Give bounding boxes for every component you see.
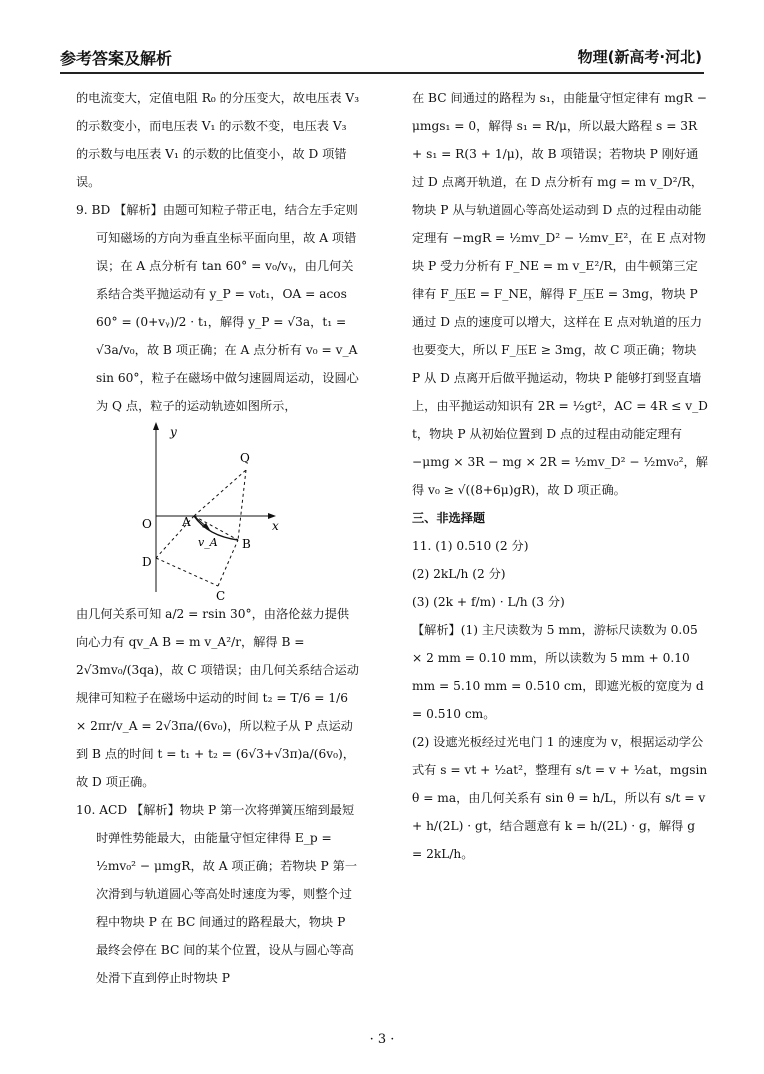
answer-11-part1: 11. (1) 0.510 (2 分)	[412, 539, 529, 553]
answer-9: 9. BD 【解析】由题可知粒子带正电，结合左手定则可知磁场的方向为垂直坐标平面向里，故 A 项错误；在 A 点分析有 tan 60° = v₀/vᵧ，由几何关系结合类平抛运动有 y_P = v₀t₁，OA = acos 60° = (0+vᵧ)/2 · t₁，解得 y_P = √3a，t₁ = √3a/v₀，故 B 项正确；在 A 点分析有 v₀ = v_A sin 60°，粒子在磁场中做匀速圆周运动，设圆心为 Q 点，粒子的运动轨迹如图所示，	[76, 203, 359, 413]
answer-11-part2: (2) 2kL/h (2 分)	[412, 567, 506, 581]
point-d-label: D	[142, 555, 152, 569]
point-q-label: Q	[240, 451, 250, 465]
header-right-title: 物理(新高考·河北)	[577, 48, 702, 66]
point-a-label: A	[182, 515, 191, 529]
answer-10-continued: 在 BC 间通过的路程为 s₁，由能量守恒定律有 mgR − μmgs₁ = 0，解得 s₁ = R/μ，所以最大路程 s = 3R + s₁ = R(3 + 1/μ)，故 B 项错误；若物块 P 刚好通过 D 点离开轨道，在 D 点分析有 mg = m v_D²/R，物块 P 从与轨道圆心等高处运动到 D 点的过程由动能定理有 −mgR = ½mv_D² − ½mv_E²，在 E 点对物块 P 受力分析有 F_NE = m v_E²/R，由牛顿第三定律有 F_压E = F_NE，解得 F_压E = 3mg，物块 P 通过 D 点的速度可以增大，这样在 E 点对轨道的压力也要变大，所以 F_压E ≥ 3mg，故 C 项正确；物块 P 从 D 点离开后做平抛运动，物块 P 能够打到竖直墙上，由平抛运动知识有 2R = ½gt²，AC = 4R ≤ v_D t，物块 P 从初始位置到 D 点的过程由动能定理有 −μmg × 3R − mg × 2R = ½mv_D² − ½mv₀²，解得 v₀ ≥ √((8+6μ)gR)，故 D 项正确。	[412, 91, 708, 497]
header-rule	[60, 72, 704, 74]
right-column	[412, 84, 708, 868]
origin-label: O	[142, 517, 152, 531]
answer-11-analysis-2: (2) 设遮光板经过光电门 1 的速度为 v，根据运动学公式有 s = vt + ½at²，整理有 s/t = v + ½at，mgsin θ = ma，由几何关系有 sin θ = h/L，所以有 s/t = v + h/(2L) · gt，结合题意有 k = h/(2L) · g，解得 g = 2kL/h。	[412, 735, 708, 861]
paragraph-continuation: 的电流变大，定值电阻 R₀ 的分压变大，故电压表 V₃ 的示数变小，而电压表 V₁ 的示数不变，电压表 V₃ 的示数与电压表 V₁ 的示数的比值变小，故 D 项错误。	[76, 91, 360, 189]
left-column	[76, 84, 360, 992]
trajectory-diagram	[76, 420, 360, 600]
y-axis-label: y	[170, 425, 177, 439]
section-heading: 三、非选择题	[412, 511, 486, 525]
header-left-title: 参考答案及解析	[60, 49, 173, 68]
answer-9-continued: 由几何关系可知 a/2 = rsin 30°，由洛伦兹力提供向心力有 qv_A B = m v_A²/r，解得 B = 2√3mv₀/(3qa)，故 C 项错误；由几何关系结合运动规律可知粒子在磁场中运动的时间 t₂ = T/6 = 1/6 × 2πr/v_A = 2√3πa/(6v₀)，所以粒子从 P 点运动到 B 点的时间 t = t₁ + t₂ = (6√3+√3π)a/(6v₀)，故 D 项正确。	[76, 607, 359, 789]
answer-11-part3: (3) (2k + f/m) · L/h (3 分)	[412, 595, 565, 609]
page-number: · 3 ·	[369, 1032, 395, 1047]
trajectory-figure	[76, 420, 360, 600]
x-axis-label: x	[272, 519, 279, 533]
answer-11-analysis-1: 【解析】(1) 主尺读数为 5 mm，游标尺读数为 0.05 × 2 mm = 0.10 mm，所以读数为 5 mm + 0.10 mm = 5.10 mm = 0.510 cm，即遮光板的宽度为 d = 0.510 cm。	[412, 623, 704, 721]
velocity-label: v_A	[198, 536, 218, 549]
answer-10: 10. ACD 【解析】物块 P 第一次将弹簧压缩到最短时弹性势能最大，由能量守恒定律得 E_p = ½mv₀² − μmgR，故 A 项正确；若物块 P 第一次滑到与轨道圆心等高处时速度为零，则整个过程中物块 P 在 BC 间通过的路程最大，物块 P 最终会停在 BC 间的某个位置，设从与圆心等高处滑下直到停止时物块 P	[76, 803, 358, 985]
point-c-label: C	[216, 589, 226, 600]
point-b-label: B	[242, 537, 251, 551]
